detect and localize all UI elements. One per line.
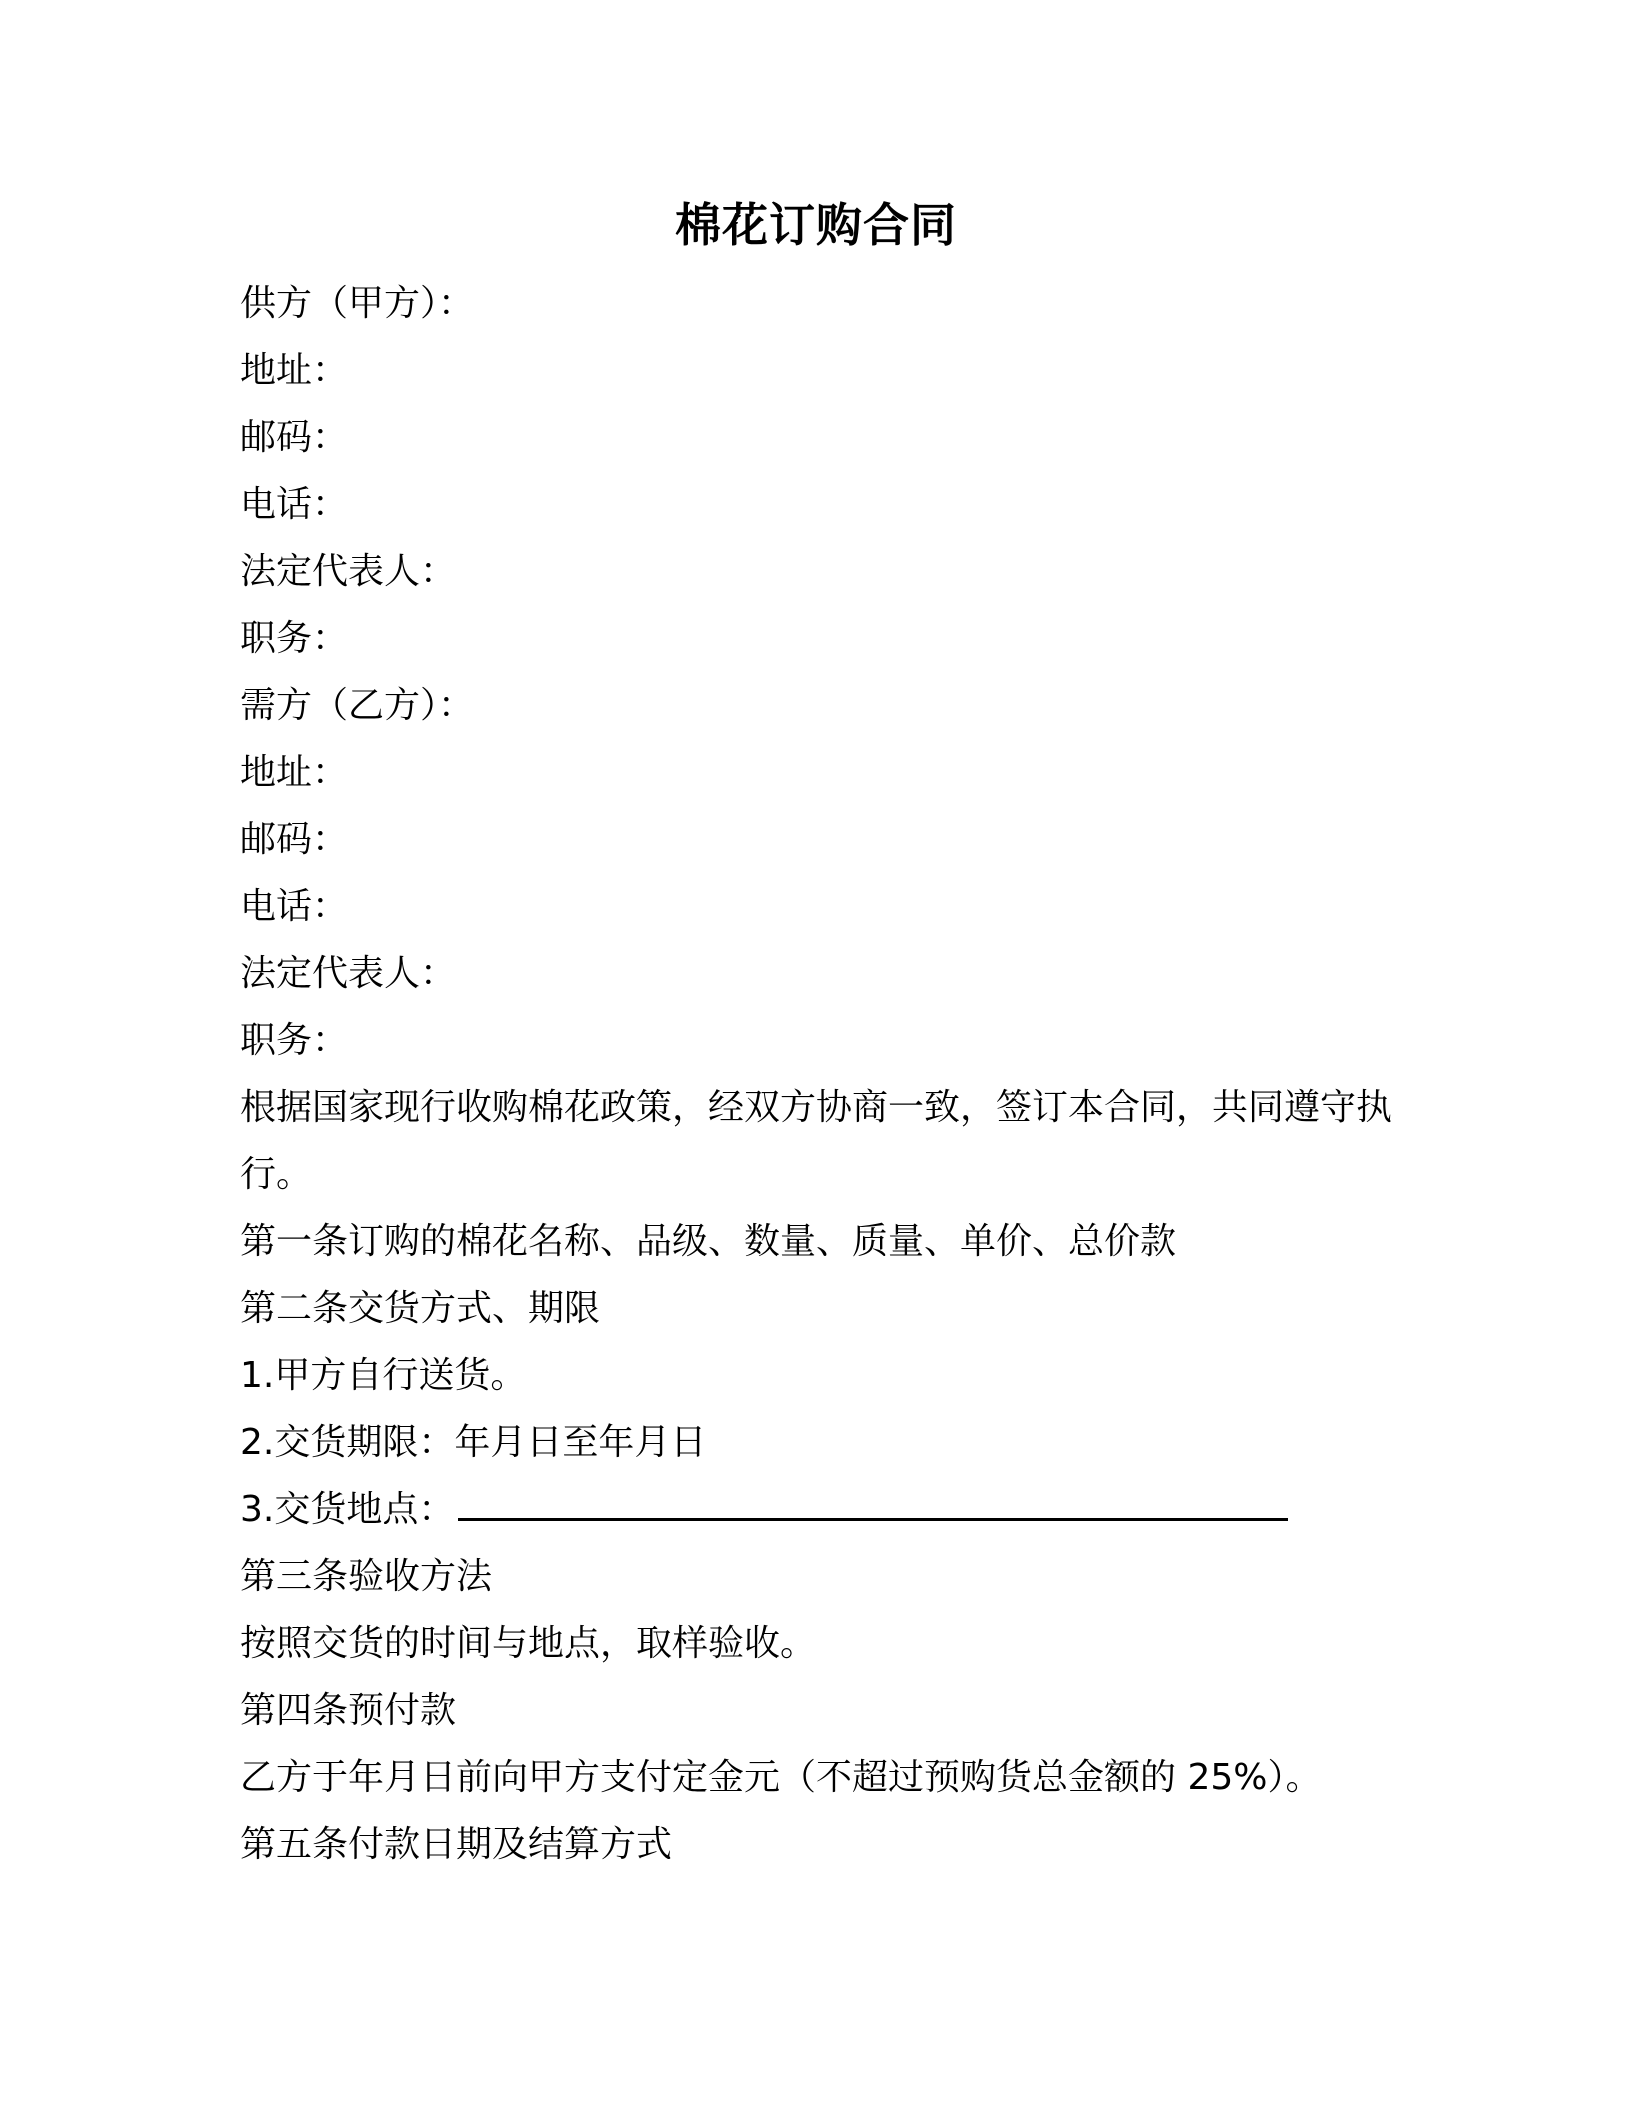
article5-heading: 第五条付款日期及结算方式 [240, 1824, 673, 1865]
delivery-location-label: 3.交货地点： [240, 1489, 455, 1530]
article2-item1: 1.甲方自行送货。 [240, 1355, 527, 1396]
article4-text: 乙方于年月日前向甲方支付定金元（不超过预购货总金额的 25%）。 [240, 1757, 1322, 1798]
article1-heading: 第一条订购的棉花名称、品级、数量、质量、单价、总价款 [240, 1221, 1177, 1262]
supplier-address-label: 地址： [240, 350, 349, 391]
document-body [240, 270, 1400, 1878]
buyer-phone-label: 电话： [240, 886, 349, 927]
supplier-legal-rep-label: 法定代表人： [240, 551, 457, 592]
supplier-position-label: 职务： [240, 618, 349, 659]
buyer-postcode-label: 邮码： [240, 819, 349, 860]
supplier-party-label: 供方（甲方）： [240, 283, 475, 324]
supplier-phone-label: 电话： [240, 484, 349, 525]
delivery-location-blank [458, 1478, 1288, 1521]
preamble-paragraph: 根据国家现行收购棉花政策，经双方协商一致，签订本合同，共同遵守执行。 [240, 1087, 1393, 1195]
supplier-postcode-label: 邮码： [240, 417, 349, 458]
article4-heading: 第四条预付款 [240, 1690, 457, 1731]
document-title: 棉花订购合同 [675, 198, 957, 252]
buyer-legal-rep-label: 法定代表人： [240, 953, 457, 994]
article3-heading: 第三条验收方法 [240, 1556, 493, 1597]
article3-text: 按照交货的时间与地点，取样验收。 [240, 1623, 817, 1664]
article2-heading: 第二条交货方式、期限 [240, 1288, 601, 1329]
buyer-position-label: 职务： [240, 1020, 349, 1061]
buyer-address-label: 地址： [240, 752, 349, 793]
buyer-party-label: 需方（乙方）： [240, 685, 475, 726]
article2-item2: 2.交货期限：年月日至年月日 [240, 1422, 707, 1463]
article2-item3 [240, 1476, 1400, 1543]
